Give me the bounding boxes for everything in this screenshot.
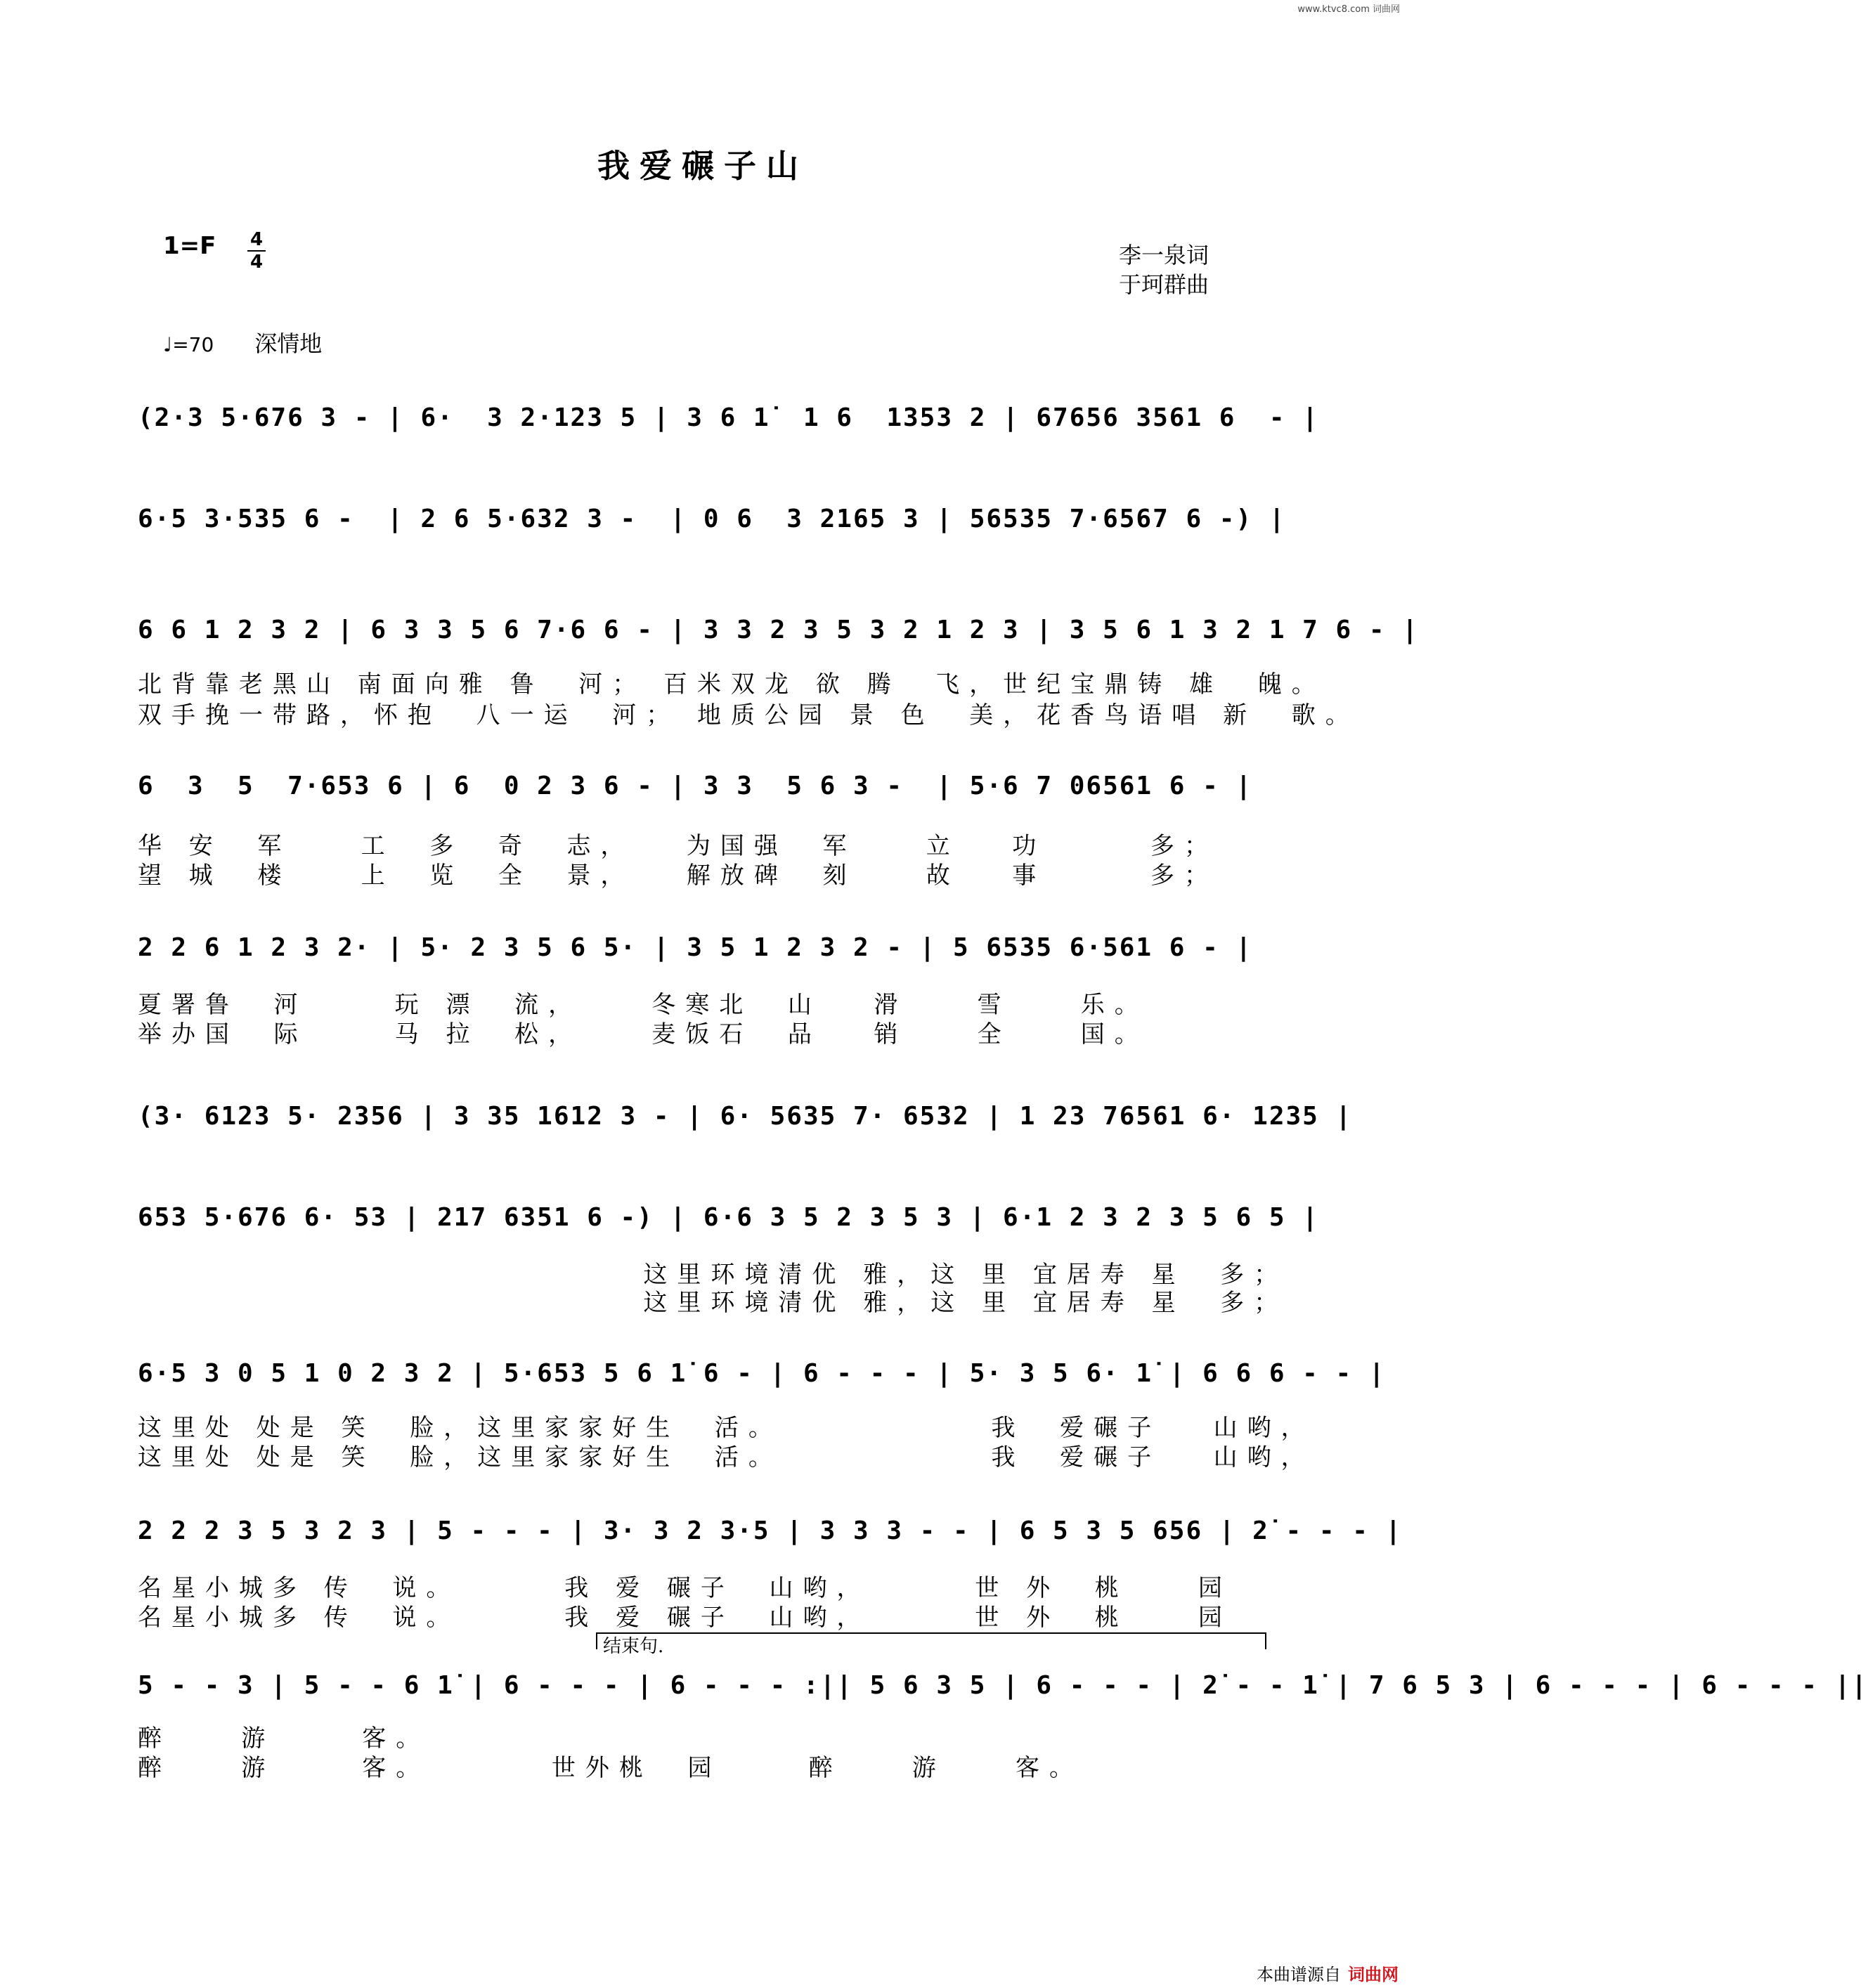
lyric-line: 这里环境清优 雅，这 里 宜居寿 星 多； — [138, 1289, 1288, 1317]
ending-bracket — [596, 1632, 1266, 1649]
footer-prefix: 本曲谱源自 — [1257, 1965, 1341, 1984]
score-line: (3· 6123 5· 2356 | 3 35 1612 3 - | 6· 5635 7· 6532 | 1 23 76561 6· 1235 | — [138, 1102, 1353, 1131]
footer-brand[interactable]: 词曲网 — [1348, 1965, 1399, 1984]
score-line: 653 5·676 6· 53 | 217 6351 6 -) | 6·6 3 5 2 3 5 3 | 6·1 2 3 2 3 5 6 5 | — [138, 1203, 1319, 1232]
credits — [1119, 240, 1209, 299]
lyricist-credit: 李一泉词 — [1119, 242, 1209, 268]
key-signature: 1=F — [163, 232, 216, 260]
watermark-top: www.ktvc8.com 词曲网 — [1297, 4, 1400, 15]
lyric-line: 醉 游 客。 — [138, 1724, 430, 1753]
score-line: 2 2 2 3 5 3 2 3 | 5 - - - | 3· 3 2 3·5 | 3 3 3 - - | 6 5 3 5 656 | 2̇ - - - | — [138, 1516, 1403, 1545]
time-signature-bottom: 4 — [249, 252, 264, 273]
lyric-line: 北背靠老黑山 南面向雅 鲁 河； 百米双龙 欲 腾 飞，世纪宝鼎铸 雄 魄。 — [138, 670, 1325, 699]
lyric-line: 夏署鲁 河 玩 漂 流， 冬寒北 山 滑 雪 乐。 — [138, 991, 1148, 1019]
lyric-line: 醉 游 客。 世外桃 园 醉 游 客。 — [138, 1754, 1084, 1782]
score-line: 6·5 3·535 6 - | 2 6 5·632 3 - | 0 6 3 2165 3 | 56535 7·6567 6 -) | — [138, 505, 1286, 533]
lyric-line: 举办国 际 马 拉 松， 麦饭石 品 销 全 国。 — [138, 1020, 1148, 1048]
tempo-marking: ♩=70 — [163, 333, 214, 356]
lyric-line: 这里环境清优 雅，这 里 宜居寿 星 多； — [138, 1261, 1288, 1289]
lyric-line: 望 城 楼 上 览 全 景， 解放碑 刻 故 事 多； — [138, 862, 1219, 890]
song-title: 我爱碾子山 — [597, 147, 808, 185]
score-line: 6 6 1 2 3 2 | 6 3 3 5 6 7·6 6 - | 3 3 2 3 5 3 2 1 2 3 | 3 5 6 1 3 2 1 7 6 - | — [138, 616, 1419, 644]
tempo-mood: 深情地 — [254, 330, 323, 357]
score-line: (2·3 5·676 3 - | 6· 3 2·123 5 | 3 6 1̇ 1 6 1353 2 | 67656 3561 6 - | — [138, 403, 1319, 432]
score-line: 2 2 6 1 2 3 2· | 5· 2 3 5 6 5· | 3 5 1 2 3 2 - | 5 6535 6·561 6 - | — [138, 933, 1253, 962]
lyric-line: 名星小城多 传 说。 我 爱 碾子 山哟， 世 外 桃 园 — [138, 1574, 1232, 1602]
composer-credit: 于珂群曲 — [1119, 271, 1209, 298]
lyric-line: 名星小城多 传 说。 我 爱 碾子 山哟， 世 外 桃 园 — [138, 1604, 1232, 1632]
score-line: 6·5 3 0 5 1 0 2 3 2 | 5·653 5 6 1̇ 6 - | 6 - - - | 5· 3 5 6· 1̇ | 6 6 6 - - | — [138, 1359, 1386, 1388]
ending-label: 结束句. — [603, 1636, 664, 1657]
lyric-line: 双手挽一带路，怀抱 八一运 河； 地质公园 景 色 美，花香鸟语唱 新 歌。 — [138, 701, 1359, 729]
footer-source — [1257, 1961, 1399, 1985]
lyric-line: 这里处 处是 笑 脸，这里家家好生 活。 我 爱碾子 山哟， — [138, 1443, 1315, 1471]
tempo — [163, 326, 322, 358]
time-signature-top: 4 — [249, 229, 264, 250]
time-signature — [246, 229, 267, 273]
lyric-line: 这里处 处是 笑 脸，这里家家好生 活。 我 爱碾子 山哟， — [138, 1414, 1315, 1442]
score-line: 5 - - 3 | 5 - - 6 1̇ | 6 - - - | 6 - - - :|| 5 6 3 5 | 6 - - - | 2̇ - - 1̇ | 7 6 5 3 | 6 - - - | 6 - - - || — [138, 1671, 1868, 1700]
score-line: 6 3 5 7·653 6 | 6 0 2 3 6 - | 3 3 5 6 3 - | 5·6 7 06561 6 - | — [138, 772, 1253, 800]
lyric-line: 华 安 军 工 多 奇 志， 为国强 军 立 功 多； — [138, 832, 1219, 860]
